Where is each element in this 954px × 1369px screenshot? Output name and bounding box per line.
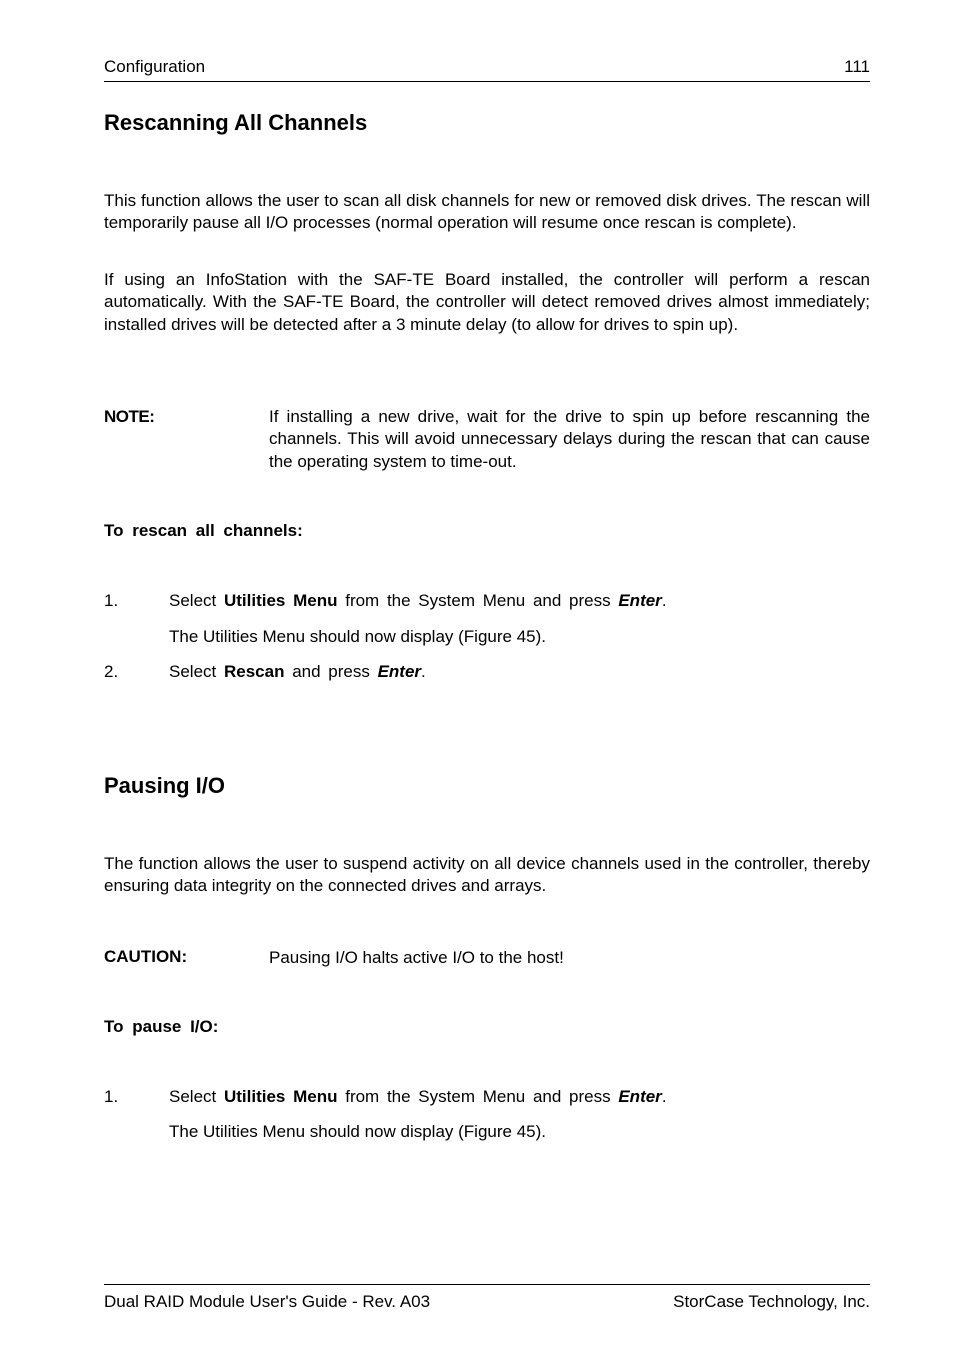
- footer-document-title: Dual RAID Module User's Guide - Rev. A03: [104, 1292, 431, 1311]
- rescan-intro-paragraph: This function allows the user to scan all disk channels for new or removed disk drives. The rescan will temporarily pause all I/O processes (normal operation will resume once rescan is complete).: [104, 191, 870, 233]
- step-text: Select Utilities Menu from the System Menu and press Enter.: [169, 1087, 667, 1106]
- rescan-procedure-title: To rescan all channels:: [104, 521, 303, 540]
- running-header-section: Configuration: [104, 57, 206, 76]
- pause-intro-paragraph: The function allows the user to suspend activity on all device channels used in the controller, thereby ensuring data integrity on the connected drives and arrays.: [104, 854, 870, 896]
- pause-procedure-title: To pause I/O:: [104, 1017, 219, 1036]
- note-text: If installing a new drive, wait for the drive to spin up before rescanning the channels. This will avoid unnecessary delays during the rescan that can cause the operating system to time-out.: [269, 407, 870, 471]
- step-result: The Utilities Menu should now display (Figure 45).: [169, 627, 547, 646]
- step-text: Select Rescan and press Enter.: [169, 662, 426, 681]
- footer-rule: [104, 1284, 870, 1285]
- header-rule: [104, 81, 870, 82]
- step-number: 1.: [104, 591, 119, 610]
- caution-text: Pausing I/O halts active I/O to the host!: [269, 948, 564, 967]
- page-number: 111: [844, 57, 870, 76]
- note-label: NOTE:: [104, 407, 155, 426]
- step-number: 2.: [104, 662, 119, 681]
- section-title-pausing-io: Pausing I/O: [104, 773, 226, 798]
- step-number: 1.: [104, 1087, 119, 1106]
- step-result: The Utilities Menu should now display (Figure 45).: [169, 1122, 547, 1141]
- step-text: Select Utilities Menu from the System Menu and press Enter.: [169, 591, 667, 610]
- caution-label: CAUTION:: [104, 947, 188, 966]
- section-title-rescanning: Rescanning All Channels: [104, 110, 368, 135]
- rescan-infostation-paragraph: If using an InfoStation with the SAF-TE Board installed, the controller will perform a rescan automatically. With the SAF-TE Board, the controller will detect removed drives almost immediately; installed drives will be detected after a 3 minute delay (to allow for drives to spin up).: [104, 270, 870, 334]
- footer-company: StorCase Technology, Inc.: [673, 1292, 870, 1311]
